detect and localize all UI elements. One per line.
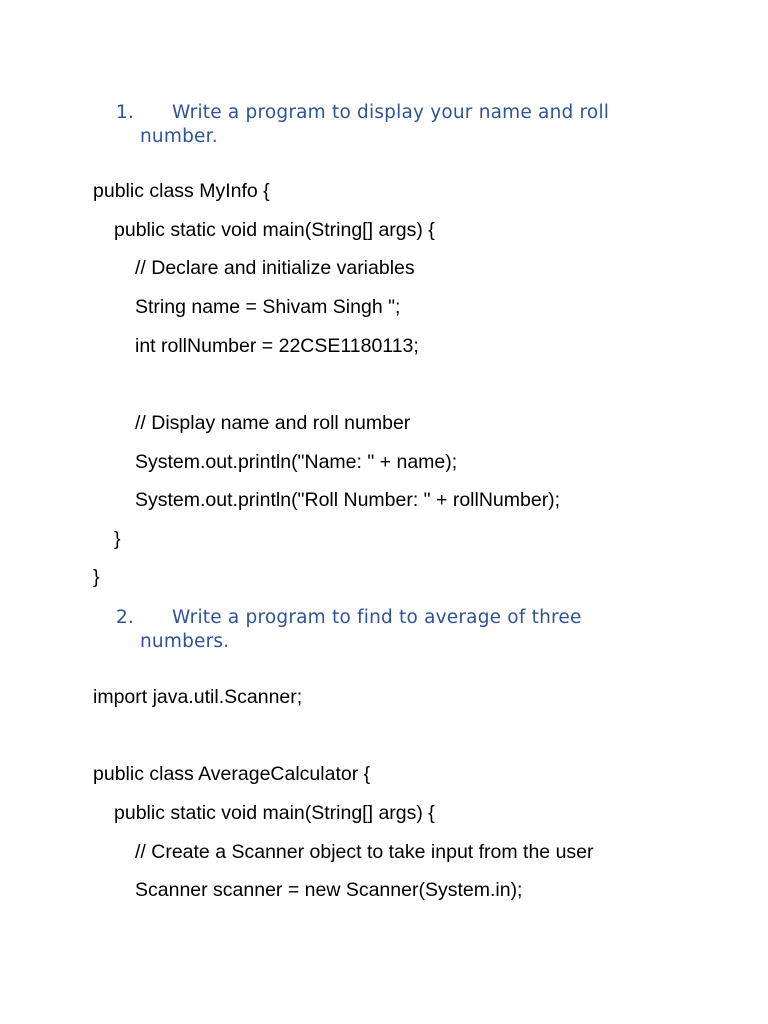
code-line: } (93, 566, 100, 588)
question-1-number: 1. (116, 102, 135, 123)
question-1-text-line-2: number. (140, 126, 218, 147)
code-line: import java.util.Scanner; (93, 686, 303, 708)
code-line: public class AverageCalculator { (93, 763, 371, 785)
question-2-heading (116, 606, 676, 654)
question-1-heading (116, 101, 676, 149)
code-line: System.out.println("Name: " + name); (135, 451, 458, 473)
code-line: public static void main(String[] args) { (114, 219, 435, 241)
code-line: Scanner scanner = new Scanner(System.in); (135, 879, 523, 901)
code-line: // Create a Scanner object to take input from the user (135, 841, 594, 863)
question-2-text-line-2: numbers. (140, 631, 230, 652)
question-2-number: 2. (116, 607, 135, 628)
code-line: } (114, 528, 121, 550)
code-line: String name = Shivam Singh "; (135, 296, 401, 318)
code-line: System.out.println("Roll Number: " + rollNumber); (135, 489, 561, 511)
code-line: // Declare and initialize variables (135, 257, 415, 279)
question-1-text-line-1: Write a program to display your name and roll (172, 102, 610, 123)
code-line: // Display name and roll number (135, 412, 411, 434)
code-line: public class MyInfo { (93, 180, 270, 202)
code-line: public static void main(String[] args) { (114, 802, 435, 824)
question-2-text-line-1: Write a program to find to average of three (172, 607, 582, 628)
code-line: int rollNumber = 22CSE1180113; (135, 335, 419, 357)
